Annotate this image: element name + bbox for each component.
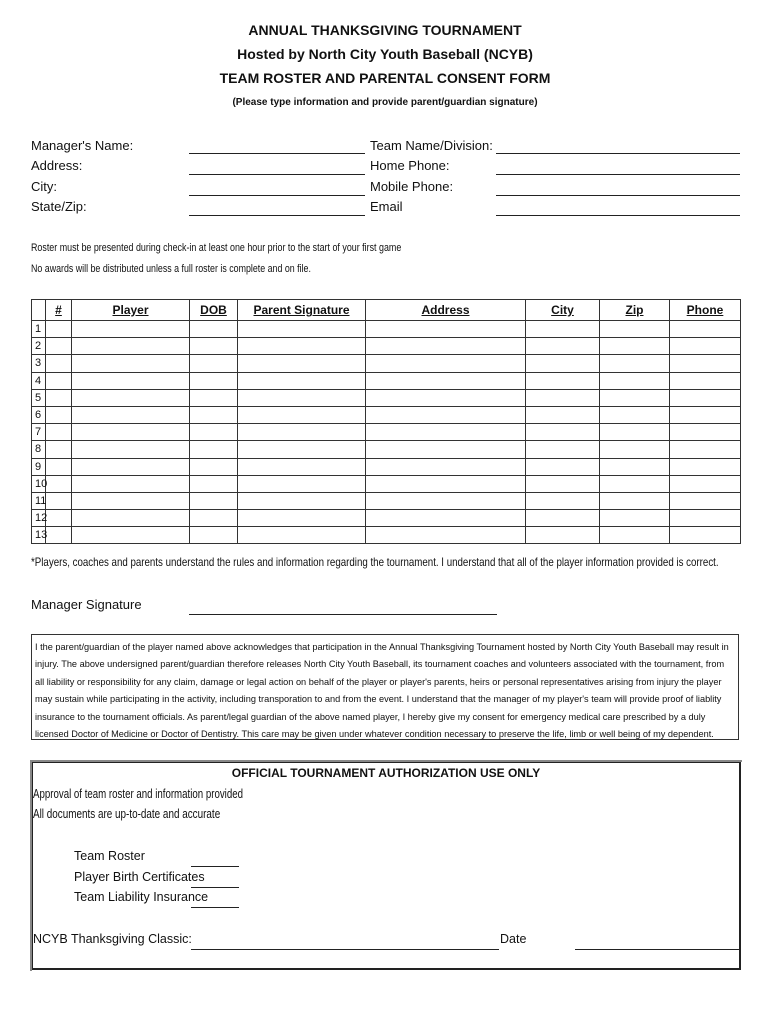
roster-row-number: 4 <box>32 372 46 389</box>
roster-cell-zip[interactable] <box>600 492 670 509</box>
roster-cell-address[interactable] <box>366 321 526 338</box>
roster-cell-phone[interactable] <box>670 527 741 544</box>
roster-cell-dob[interactable] <box>190 389 238 406</box>
home-phone-field[interactable] <box>496 174 740 175</box>
roster-cell-player[interactable] <box>72 406 190 423</box>
roster-cell-address[interactable] <box>366 441 526 458</box>
form-title-line3: TEAM ROSTER AND PARENTAL CONSENT FORM <box>219 70 551 86</box>
roster-cell-city[interactable] <box>526 355 600 372</box>
classic-label: NCYB Thanksgiving Classic: <box>33 932 192 946</box>
awards-note: No awards will be distributed unless a full roster is complete and on file. <box>31 263 311 275</box>
roster-row-number: 9 <box>32 458 46 475</box>
column-header-phone: Phone <box>670 300 741 321</box>
roster-row-number: 11 <box>32 492 46 509</box>
column-header-parent-signature: Parent Signature <box>238 300 366 321</box>
roster-cell-dob[interactable] <box>190 475 238 492</box>
roster-cell-zip[interactable] <box>600 372 670 389</box>
liability-insurance-check-field[interactable] <box>191 907 239 908</box>
roster-cell-address[interactable] <box>366 492 526 509</box>
address-field[interactable] <box>189 174 365 175</box>
team-name-label: Team Name/Division: <box>370 138 493 153</box>
email-field[interactable] <box>496 215 740 216</box>
home-phone-label: Home Phone: <box>370 158 450 173</box>
roster-cell-zip[interactable] <box>600 321 670 338</box>
roster-cell-phone[interactable] <box>670 406 741 423</box>
column-header-address: Address <box>366 300 526 321</box>
roster-row-number: 10 <box>32 475 46 492</box>
manager-signature-label: Manager Signature <box>31 597 142 612</box>
checklist-liability-insurance: Team Liability Insurance <box>74 890 209 904</box>
roster-cell-number[interactable] <box>46 338 72 355</box>
roster-row-number: 8 <box>32 441 46 458</box>
roster-cell-number[interactable] <box>46 406 72 423</box>
roster-cell-zip[interactable] <box>600 389 670 406</box>
roster-cell-zip[interactable] <box>600 406 670 423</box>
roster-cell-parent-signature[interactable] <box>238 424 366 441</box>
row-number-header <box>32 300 46 321</box>
roster-row <box>32 372 741 389</box>
roster-cell-player[interactable] <box>72 458 190 475</box>
roster-cell-player[interactable] <box>72 355 190 372</box>
roster-cell-phone[interactable] <box>670 338 741 355</box>
roster-cell-address[interactable] <box>366 424 526 441</box>
roster-cell-player[interactable] <box>72 338 190 355</box>
date-field[interactable] <box>575 949 739 950</box>
roster-cell-player[interactable] <box>72 372 190 389</box>
roster-row <box>32 441 741 458</box>
managers-name-label: Manager's Name: <box>31 138 134 153</box>
roster-row-number: 5 <box>32 389 46 406</box>
mobile-phone-label: Mobile Phone: <box>370 179 454 194</box>
roster-header-row <box>32 300 741 321</box>
classic-signature-field[interactable] <box>191 949 499 950</box>
mobile-phone-field[interactable] <box>496 195 740 196</box>
roster-cell-city[interactable] <box>526 441 600 458</box>
state-zip-field[interactable] <box>189 215 365 216</box>
roster-cell-address[interactable] <box>366 527 526 544</box>
birth-certificates-check-field[interactable] <box>191 887 239 888</box>
roster-cell-number[interactable] <box>46 527 72 544</box>
roster-cell-number[interactable] <box>46 475 72 492</box>
roster-cell-zip[interactable] <box>600 338 670 355</box>
roster-cell-number[interactable] <box>46 389 72 406</box>
roster-cell-parent-signature[interactable] <box>238 406 366 423</box>
roster-cell-city[interactable] <box>526 492 600 509</box>
roster-cell-dob[interactable] <box>190 424 238 441</box>
roster-cell-parent-signature[interactable] <box>238 475 366 492</box>
consent-text: I the parent/guardian of the player named above acknowledges that participation in the Annual Thanksgiving Tournament hosted by North City Youth Baseball may result in injury. The above undersigned parent/guardian therefore releases North City Youth Baseball, its tournament coaches and volunteers associated with the tournament, from all liability or responsibility for any claim, damage or legal action on behalf of the player or player's parents, heirs or personal representatives arising from injury the player may sustain while participating in the activity, including transporation to and from the event. I understand that the manager of my player's team will provide proof of liablity insurance to the tournament officials. As parent/legal guardian of the above named player, I hereby give my consent for emergency medical care prescribed by a duly licensed Doctor of Medicine or Doctor of Dentistry. This care may be given under whatever condition necessary to preserve the life, limb or well being of my dependent. <box>35 642 729 740</box>
roster-cell-number[interactable] <box>46 321 72 338</box>
roster-cell-parent-signature[interactable] <box>238 458 366 475</box>
form-instructions: (Please type information and provide parent/guardian signature) <box>232 97 538 108</box>
roster-cell-address[interactable] <box>366 510 526 527</box>
roster-row <box>32 338 741 355</box>
roster-table <box>31 299 741 544</box>
roster-cell-zip[interactable] <box>600 441 670 458</box>
roster-cell-number[interactable] <box>46 355 72 372</box>
official-title: OFFICIAL TOURNAMENT AUTHORIZATION USE ONLY <box>231 766 541 780</box>
roster-row <box>32 355 741 372</box>
roster-row <box>32 406 741 423</box>
roster-cell-zip[interactable] <box>600 458 670 475</box>
roster-row <box>32 475 741 492</box>
roster-cell-address[interactable] <box>366 338 526 355</box>
roster-cell-city[interactable] <box>526 389 600 406</box>
roster-cell-dob[interactable] <box>190 458 238 475</box>
roster-cell-player[interactable] <box>72 527 190 544</box>
roster-cell-dob[interactable] <box>190 372 238 389</box>
team-roster-check-field[interactable] <box>191 866 239 867</box>
roster-row <box>32 458 741 475</box>
column-header-number: # <box>46 300 72 321</box>
checkin-note: Roster must be presented during check-in at least one hour prior to the start of your first game <box>31 242 402 254</box>
roster-cell-parent-signature[interactable] <box>238 492 366 509</box>
roster-cell-player[interactable] <box>72 424 190 441</box>
roster-cell-number[interactable] <box>46 424 72 441</box>
roster-cell-player[interactable] <box>72 475 190 492</box>
consent-box <box>31 634 739 740</box>
roster-cell-dob[interactable] <box>190 355 238 372</box>
checklist-birth-certificates: Player Birth Certificates <box>74 870 205 884</box>
managers-name-field[interactable] <box>189 153 365 154</box>
roster-cell-parent-signature[interactable] <box>238 355 366 372</box>
column-header-dob: DOB <box>190 300 238 321</box>
column-header-zip: Zip <box>600 300 670 321</box>
team-name-field[interactable] <box>496 153 740 154</box>
roster-row <box>32 424 741 441</box>
roster-row <box>32 527 741 544</box>
roster-cell-number[interactable] <box>46 458 72 475</box>
roster-cell-player[interactable] <box>72 389 190 406</box>
roster-cell-city[interactable] <box>526 372 600 389</box>
roster-cell-address[interactable] <box>366 458 526 475</box>
roster-cell-parent-signature[interactable] <box>238 372 366 389</box>
roster-cell-address[interactable] <box>366 372 526 389</box>
roster-cell-dob[interactable] <box>190 492 238 509</box>
roster-cell-dob[interactable] <box>190 441 238 458</box>
roster-cell-dob[interactable] <box>190 527 238 544</box>
date-label: Date <box>500 932 527 946</box>
roster-row <box>32 321 741 338</box>
roster-cell-city[interactable] <box>526 475 600 492</box>
approval-text: Approval of team roster and information provided <box>33 787 243 801</box>
roster-cell-dob[interactable] <box>190 510 238 527</box>
roster-cell-player[interactable] <box>72 321 190 338</box>
roster-cell-parent-signature[interactable] <box>238 338 366 355</box>
roster-cell-phone[interactable] <box>670 458 741 475</box>
roster-cell-zip[interactable] <box>600 424 670 441</box>
roster-cell-zip[interactable] <box>600 510 670 527</box>
roster-cell-city[interactable] <box>526 527 600 544</box>
checklist-team-roster: Team Roster <box>74 849 145 863</box>
city-label: City: <box>31 179 57 194</box>
roster-cell-dob[interactable] <box>190 338 238 355</box>
roster-cell-number[interactable] <box>46 492 72 509</box>
roster-cell-address[interactable] <box>366 389 526 406</box>
roster-cell-city[interactable] <box>526 424 600 441</box>
roster-row-number: 12 <box>32 510 46 527</box>
roster-cell-address[interactable] <box>366 355 526 372</box>
roster-cell-city[interactable] <box>526 510 600 527</box>
acknowledgement-text: *Players, coaches and parents understand the rules and information regarding the tournament. I understand that all of the player information provided is correct. <box>31 555 719 569</box>
roster-cell-phone[interactable] <box>670 355 741 372</box>
roster-cell-phone[interactable] <box>670 321 741 338</box>
roster-cell-zip[interactable] <box>600 355 670 372</box>
roster-row-number: 1 <box>32 321 46 338</box>
roster-cell-phone[interactable] <box>670 492 741 509</box>
roster-cell-parent-signature[interactable] <box>238 510 366 527</box>
roster-cell-phone[interactable] <box>670 441 741 458</box>
roster-cell-player[interactable] <box>72 492 190 509</box>
roster-cell-number[interactable] <box>46 372 72 389</box>
roster-cell-number[interactable] <box>46 441 72 458</box>
roster-cell-address[interactable] <box>366 406 526 423</box>
roster-cell-parent-signature[interactable] <box>238 389 366 406</box>
roster-row-number: 3 <box>32 355 46 372</box>
column-header-city: City <box>526 300 600 321</box>
roster-cell-dob[interactable] <box>190 406 238 423</box>
roster-cell-dob[interactable] <box>190 321 238 338</box>
documents-text: All documents are up-to-date and accurate <box>33 807 221 821</box>
roster-cell-zip[interactable] <box>600 527 670 544</box>
roster-cell-phone[interactable] <box>670 510 741 527</box>
roster-cell-parent-signature[interactable] <box>238 527 366 544</box>
roster-cell-phone[interactable] <box>670 424 741 441</box>
roster-cell-player[interactable] <box>72 510 190 527</box>
manager-signature-field[interactable] <box>189 614 497 615</box>
roster-cell-parent-signature[interactable] <box>238 441 366 458</box>
roster-cell-phone[interactable] <box>670 372 741 389</box>
roster-cell-zip[interactable] <box>600 475 670 492</box>
roster-cell-phone[interactable] <box>670 475 741 492</box>
state-zip-label: State/Zip: <box>31 199 87 214</box>
city-field[interactable] <box>189 195 365 196</box>
roster-cell-number[interactable] <box>46 510 72 527</box>
address-label: Address: <box>31 158 83 173</box>
roster-cell-city[interactable] <box>526 321 600 338</box>
roster-row <box>32 492 741 509</box>
column-header-player: Player <box>72 300 190 321</box>
official-use-box <box>31 761 741 970</box>
form-title-line1: ANNUAL THANKSGIVING TOURNAMENT <box>248 22 522 38</box>
roster-row <box>32 389 741 406</box>
roster-cell-city[interactable] <box>526 458 600 475</box>
email-label: Email <box>370 199 403 214</box>
roster-cell-player[interactable] <box>72 441 190 458</box>
roster-row-number: 2 <box>32 338 46 355</box>
roster-cell-address[interactable] <box>366 475 526 492</box>
roster-row-number: 7 <box>32 424 46 441</box>
roster-cell-city[interactable] <box>526 338 600 355</box>
roster-cell-phone[interactable] <box>670 389 741 406</box>
roster-row-number: 13 <box>32 527 46 544</box>
roster-row-number: 6 <box>32 406 46 423</box>
roster-cell-city[interactable] <box>526 406 600 423</box>
roster-row <box>32 510 741 527</box>
roster-cell-parent-signature[interactable] <box>238 321 366 338</box>
form-title-line2: Hosted by North City Youth Baseball (NCYB) <box>237 46 533 62</box>
